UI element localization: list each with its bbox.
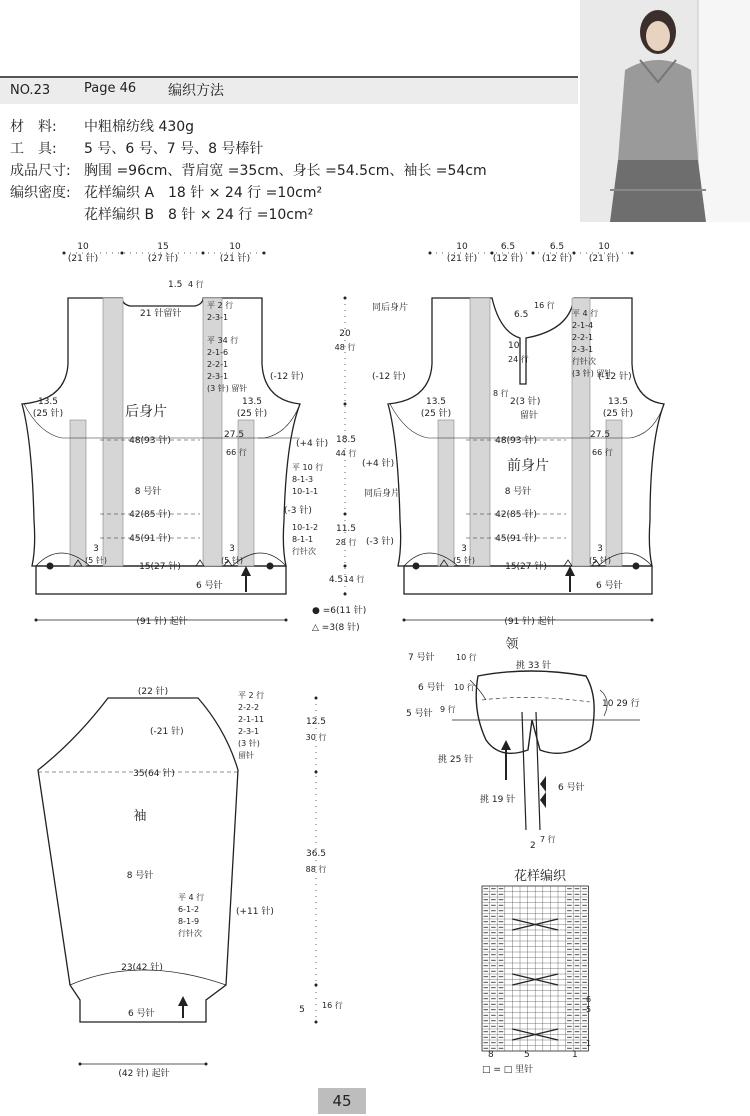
sleeve-name: 袖 xyxy=(133,809,147,824)
v4-cm: 4.5 xyxy=(328,575,344,585)
sleeve-v-cap-rows: 30 行 xyxy=(305,733,327,742)
sleeve-cap-rule-2: 2-1-11 xyxy=(238,715,265,724)
collar-pick-19: 挑 19 针 xyxy=(480,795,516,805)
size-label: 成品尺寸: xyxy=(10,163,71,179)
pattern-r5: 5 xyxy=(586,1005,592,1014)
v1-rows: 48 行 xyxy=(334,343,356,352)
collar-pick-25: 挑 25 针 xyxy=(438,755,474,765)
front-top-w1-st: (21 针) xyxy=(446,254,478,264)
page-number: 45 xyxy=(318,1088,366,1114)
collar-diagram xyxy=(452,671,640,830)
back-neck-depth-rows: 4 行 xyxy=(188,280,204,289)
back-hip: 45(91 针) xyxy=(129,534,171,544)
pattern-mid-num: 5 xyxy=(524,1050,530,1060)
front-waist-dec: (-3 针) xyxy=(366,537,394,547)
pattern-left-num: 8 xyxy=(488,1050,494,1060)
v3-cm: 11.5 xyxy=(335,524,357,534)
front-shoulder-rule-3: 2-3-1 xyxy=(572,345,594,354)
back-top-w2-st: (27 针) xyxy=(147,254,179,264)
front-side-w-st-r: (25 针) xyxy=(602,409,634,419)
front-pleat-st: (5 针) xyxy=(453,556,475,565)
tools-value: 5 号、6 号、7 号、8 号棒针 xyxy=(84,141,264,157)
sleeve-upper: 35(64 针) xyxy=(133,769,175,779)
pattern-r1: 1 xyxy=(586,1039,592,1048)
back-armhole-rule-2: 2-2-1 xyxy=(207,360,229,369)
front-shoulder-rule-2: 2-2-1 xyxy=(572,333,594,342)
back-pleat-st: (5 针) xyxy=(85,556,107,565)
back-bust: 48(93 针) xyxy=(129,436,171,446)
back-shoulder-rule-0: 平 2 行 xyxy=(207,301,234,310)
sleeve-v-body-cm: 36.5 xyxy=(305,849,327,859)
front-needle-6: 6 号针 xyxy=(596,581,623,591)
pattern-right-num: 1 xyxy=(572,1050,578,1060)
sleeve-needle-6: 6 号针 xyxy=(128,1009,155,1019)
page-ref: Page 46 xyxy=(84,81,137,96)
front-piece-name: 前身片 xyxy=(507,458,549,474)
pattern-chart xyxy=(482,886,588,1051)
vertical-dimensions xyxy=(344,297,347,596)
back-pleat-st-r: (5 针) xyxy=(221,556,243,565)
front-pleat-st-r: (5 针) xyxy=(589,556,611,565)
sleeve-piece xyxy=(38,697,318,1066)
collar-needle-5: 5 号针 xyxy=(406,709,433,719)
collar-needle-6: 6 号针 xyxy=(418,683,445,693)
sleeve-cap-rule-1: 2-2-2 xyxy=(238,703,260,712)
collar-rows-10a: 10 行 xyxy=(456,653,477,662)
front-cast-on: (91 针) 起针 xyxy=(504,617,556,627)
front-top-w2-st: (12 针) xyxy=(492,254,524,264)
collar-placket-w: 2 xyxy=(530,841,536,851)
front-bind-label: 留针 xyxy=(520,411,539,421)
front-neck-depth: 6.5 xyxy=(514,310,529,320)
front-shoulder-rule-4: 行针次 xyxy=(572,357,596,366)
front-top-w1-cm: 10 xyxy=(456,242,468,252)
v2-rows: 44 行 xyxy=(335,449,357,458)
sleeve-inc-rule-0: 平 4 行 xyxy=(178,893,205,902)
front-cable-rows: 66 行 xyxy=(592,448,613,457)
sleeve-inc-rule-1: 6-1-2 xyxy=(178,905,200,914)
legend-tri: △ =3(8 针) xyxy=(312,623,360,633)
front-top-w3-cm: 6.5 xyxy=(549,242,565,252)
back-waist-rule-2: 行针次 xyxy=(292,547,316,556)
sleeve-needle-8: 8 号针 xyxy=(126,871,154,881)
sleeve-cuff: 23(42 针) xyxy=(121,963,163,973)
back-shoulder-rule-1: 2-3-1 xyxy=(207,313,229,322)
collar-title: 领 xyxy=(505,637,519,652)
back-side-w-r: 13.5 xyxy=(241,397,263,407)
tools-label: 工 具: xyxy=(10,141,57,157)
front-side-w-r: 13.5 xyxy=(607,397,629,407)
front-armhole-dec-right: (-12 针) xyxy=(598,372,632,382)
pattern-r6: 6 xyxy=(586,995,592,1004)
back-armhole-rule-3: 2-3-1 xyxy=(207,372,229,381)
back-waist-rule-0: 10-1-2 xyxy=(292,523,319,532)
back-waist-dec: (-3 针) xyxy=(284,506,312,516)
back-armhole-rule-4: (3 针) 留针 xyxy=(207,384,248,393)
collar-pick-33: 挑 33 针 xyxy=(516,661,552,671)
material-label: 材 料: xyxy=(10,119,57,135)
v2-cm: 18.5 xyxy=(335,435,357,445)
sleeve-cap-dec: (-21 针) xyxy=(150,727,184,737)
front-pleat-cm: 3 xyxy=(461,544,467,554)
back-cast-on: (91 针) 起针 xyxy=(136,617,188,627)
back-top-w3-cm: 10 xyxy=(229,242,241,252)
sleeve-inc-rule-2: 8-1-9 xyxy=(178,917,200,926)
back-side-w-st: (25 针) xyxy=(32,409,64,419)
back-side-w-st-r: (25 针) xyxy=(236,409,268,419)
sleeve-inc-rule-3: 行针次 xyxy=(178,929,202,938)
sleeve-v-body-rows: 88 行 xyxy=(305,865,327,874)
v3-rows: 28 行 xyxy=(335,538,357,547)
gauge-b: 花样编织 B 8 针 × 24 行 =10cm² xyxy=(84,207,314,223)
v1-cm: 20 xyxy=(339,329,351,339)
front-armhole-dec-left: (-12 针) xyxy=(372,372,406,382)
sleeve-cap-rule-0: 平 2 行 xyxy=(238,691,265,700)
back-armhole-rule-1: 2-1-6 xyxy=(207,348,229,357)
front-shoulder-rule-5: (3 针) 留针 xyxy=(572,369,613,378)
pattern-legend: □ = □ 里针 xyxy=(482,1065,534,1075)
front-top-w2-cm: 6.5 xyxy=(500,242,516,252)
back-top-w1-st: (21 针) xyxy=(67,254,99,264)
front-top-w3-st: (12 针) xyxy=(541,254,573,264)
collar-needle-7: 7 号针 xyxy=(408,653,435,663)
front-top-w4-cm: 10 xyxy=(598,242,610,252)
front-neck-depth-rows: 16 行 xyxy=(534,301,555,310)
gauge-label: 编织密度: xyxy=(10,185,71,201)
back-armhole-dec: (-12 针) xyxy=(270,372,304,382)
back-waist-rule-1: 8-1-1 xyxy=(292,535,314,544)
sleeve-cap-rule-4: (3 针) xyxy=(238,739,260,748)
collar-rows-10b: 10 行 xyxy=(454,683,475,692)
front-hip: 45(91 针) xyxy=(495,534,537,544)
front-top-w4-st: (21 针) xyxy=(588,254,620,264)
back-piece-name: 后身片 xyxy=(125,404,167,420)
back-needle-6: 6 号针 xyxy=(196,581,223,591)
front-inc: (+4 针) xyxy=(362,459,395,469)
back-inc: (+4 针) xyxy=(296,439,329,449)
front-side-w: 13.5 xyxy=(425,397,447,407)
back-pleat-cm-r: 3 xyxy=(229,544,235,554)
back-cable-rows: 66 行 xyxy=(226,448,247,457)
front-cable-w: 27.5 xyxy=(590,430,611,440)
pattern-number: NO.23 xyxy=(10,83,51,98)
sleeve-top: (22 针) xyxy=(137,687,169,697)
back-bottom-center: 15(27 针) xyxy=(139,562,181,572)
back-top-w2-cm: 15 xyxy=(157,242,169,252)
back-side-rule-0: 平 10 行 xyxy=(292,463,324,472)
collar-needle-6b: 6 号针 xyxy=(558,783,585,793)
front-bust: 48(93 针) xyxy=(495,436,537,446)
back-neck-depth: 1.5 xyxy=(168,280,183,290)
sleeve-v-cap-cm: 12.5 xyxy=(305,717,327,727)
legend-dot: ● =6(11 针) xyxy=(312,606,367,616)
sleeve-v-cuff-rows: 16 行 xyxy=(322,1001,343,1010)
back-top-w1-cm: 10 xyxy=(77,242,89,252)
sleeve-cast-on: (42 针) 起针 xyxy=(118,1069,170,1079)
back-side-w: 13.5 xyxy=(37,397,59,407)
material-value: 中粗棉纺线 430g xyxy=(84,119,195,135)
v4-rows: 14 行 xyxy=(343,575,365,584)
front-placket-rows: 24 行 xyxy=(508,355,529,364)
section-title: 编织方法 xyxy=(168,83,224,99)
size-value: 胸围 =96cm、背肩宽 =35cm、身长 =54.5cm、袖长 =54cm xyxy=(84,163,487,179)
sleeve-cap-rule-5: 留针 xyxy=(238,751,254,760)
collar-rows-29: 10 29 行 xyxy=(602,699,640,709)
front-placket: 10 xyxy=(508,341,520,351)
back-side-rule-1: 8-1-3 xyxy=(292,475,314,484)
front-pleat-cm-r: 3 xyxy=(597,544,603,554)
front-bottom-center: 15(27 针) xyxy=(505,562,547,572)
back-waist: 42(85 针) xyxy=(129,510,171,520)
front-shoulder-rule-1: 2-1-4 xyxy=(572,321,594,330)
sleeve-v-cuff-cm: 5 xyxy=(299,1005,305,1015)
back-neck-bind: 21 针留针 xyxy=(140,309,182,319)
front-waist: 42(85 针) xyxy=(495,510,537,520)
front-same-as-back: 同后身片 xyxy=(372,303,409,313)
back-armhole-rule-0: 平 34 行 xyxy=(207,336,239,345)
front-needle-8: 8 号针 xyxy=(504,487,532,497)
collar-placket-rows: 7 行 xyxy=(540,835,556,844)
front-side-w-st: (25 针) xyxy=(420,409,452,419)
collar-rows-9: 9 行 xyxy=(440,705,456,714)
front-same-as-back-2: 同后身片 xyxy=(364,489,401,499)
back-side-rule-2: 10-1-1 xyxy=(292,487,319,496)
back-cable-w: 27.5 xyxy=(224,430,245,440)
front-shoulder-rule-0: 平 4 行 xyxy=(572,309,599,318)
pattern-title: 花样编织 xyxy=(513,869,567,884)
sleeve-cap-rule-3: 2-3-1 xyxy=(238,727,260,736)
front-placket-rows2: 8 行 xyxy=(493,389,509,398)
sleeve-inc: (+11 针) xyxy=(236,907,274,917)
gauge-a: 花样编织 A 18 针 × 24 行 =10cm² xyxy=(84,185,323,201)
back-needle-8: 8 号针 xyxy=(134,487,162,497)
back-top-w3-st: (21 针) xyxy=(219,254,251,264)
back-pleat-cm: 3 xyxy=(93,544,99,554)
front-placket-bind: 2(3 针) xyxy=(510,397,541,407)
